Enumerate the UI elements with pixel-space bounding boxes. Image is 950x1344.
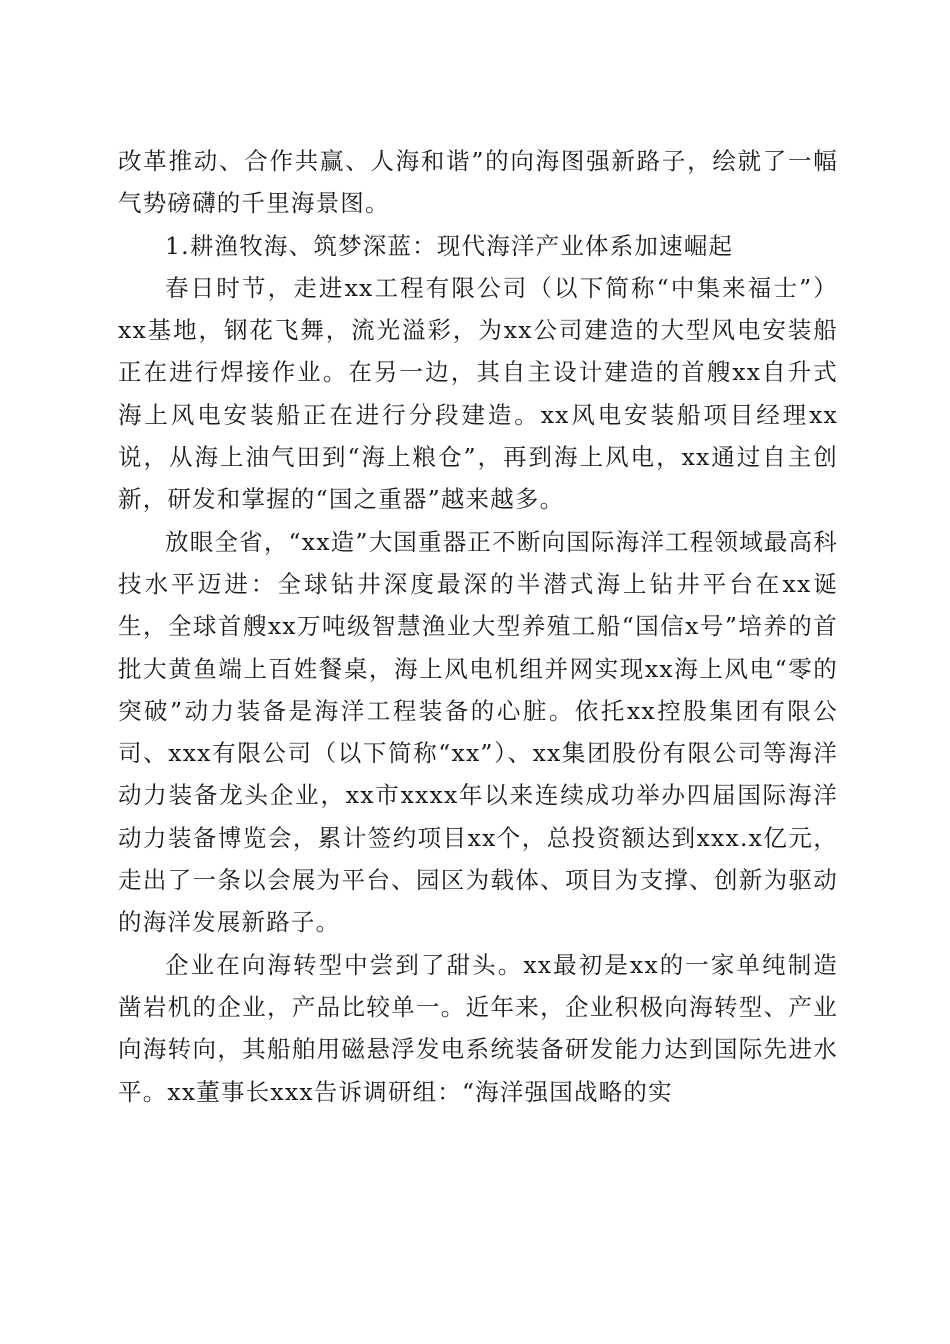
paragraph-3: 企业在向海转型中尝到了甜头。xx最初是xx的一家单纯制造凿岩机的企业，产品比较单一。近年来，企业积极向海转型、产业向海转向，其船舶用磁悬浮发电系统装备研发能力达到国际先进水平。xx董事长xxx告诉调研组：“海洋强国战略的实 <box>118 950 838 1106</box>
paragraph-2: 放眼全省，“xx造”大国重器正不断向国际海洋工程领域最高科技水平迈进：全球钻井深度最深的半潜式海上钻井平台在xx诞生，全球首艘xx万吨级智慧渔业大型养殖工船“国信x号”培养的首批大黄鱼端上百姓餐桌，海上风电机组并网实现xx海上风电“零的突破”动力装备是海洋工程装备的心脏。依托xx控股集团有限公司、xxx有限公司（以下简称“xx”）、xx集团股份有限公司等海洋动力装备龙头企业，xx市xxxx年以来连续成功举办四届国际海洋动力装备博览会，累计签约项目xx个，总投资额达到xxx.x亿元，走出了一条以会展为平台、园区为载体、项目为支撑、创新为驱动的海洋发展新路子。 <box>118 527 838 937</box>
paragraph-continuation: 改革推动、合作共赢、人海和谐”的向海图强新路子，绘就了一幅气势磅礴的千里海景图。 <box>118 147 838 218</box>
document-body <box>118 140 838 1113</box>
section-heading: 1.耕渔牧海、筑梦深蓝：现代海洋产业体系加速崛起 <box>165 231 734 260</box>
paragraph-1: 春日时节，走进xx工程有限公司（以下简称“中集来福士”）xx基地，钢花飞舞，流光溢彩，为xx公司建造的大型风电安装船正在进行焊接作业。在另一边，其自主设计建造的首艘xx自升式海上风电安装船正在进行分段建造。xx风电安装船项目经理xx说，从海上油气田到“海上粮仓”，再到海上风电，xx通过自主创新，研发和掌握的“国之重器”越来越多。 <box>118 273 838 514</box>
